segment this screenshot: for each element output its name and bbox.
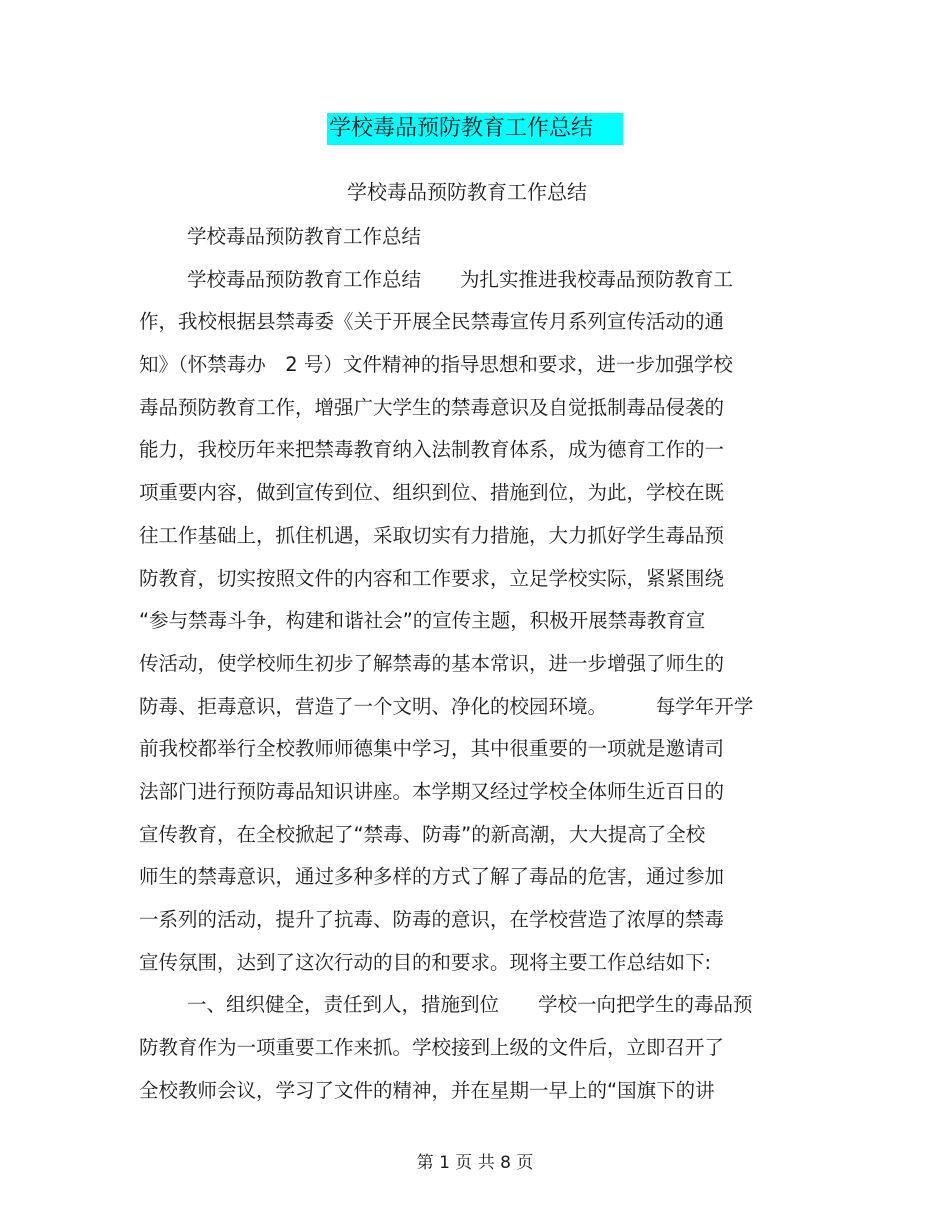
body-line: 全校教师会议，学习了文件的精神，并在星期一早上的“国旗下的讲	[139, 1078, 715, 1102]
title-container	[0, 113, 950, 145]
body-line: 往工作基础上，抓住机遇，采取切实有力措施，大力抓好学生毒品预	[139, 523, 725, 547]
body-line: 法部门进行预防毒品知识讲座。本学期又经过学校全体师生近百日的	[139, 779, 725, 803]
body-line: 学校毒品预防教育工作总结 为扎实推进我校毒品预防教育工	[187, 267, 734, 291]
body-line: 传活动，使学校师生初步了解禁毒的基本常识，进一步增强了师生的	[139, 651, 725, 675]
body-line: 防毒、拒毒意识，营造了一个文明、净化的校园环境。 每学年开学	[139, 694, 754, 718]
page-footer: 第 1 页 共 8 页	[416, 1153, 534, 1173]
document-body	[139, 216, 787, 1112]
body-line: 学校毒品预防教育工作总结	[187, 225, 422, 248]
body-line: 项重要内容，做到宣传到位、组织到位、措施到位，为此，学校在既	[139, 481, 725, 505]
body-line: 师生的禁毒意识，通过多种多样的方式了解了毒品的危害，通过参加	[139, 865, 725, 889]
body-line: 宣传教育，在全校掀起了“禁毒、防毒”的新高潮，大大提高了全校	[139, 822, 706, 846]
document-subtitle: 学校毒品预防教育工作总结	[347, 180, 587, 204]
body-line: 前我校都举行全校教师师德集中学习，其中很重要的一项就是邀请司	[139, 737, 725, 761]
body-line: 毒品预防教育工作，增强广大学生的禁毒意识及自觉抵制毒品侵袭的	[139, 395, 725, 419]
body-line: “参与禁毒斗争，构建和谐社会”的宣传主题，积极开展禁毒教育宣	[139, 609, 706, 633]
body-line: 宣传氛围，达到了这次行动的目的和要求。现将主要工作总结如下:	[139, 950, 712, 974]
body-line: 能力，我校历年来把禁毒教育纳入法制教育体系，成为德育工作的一	[139, 438, 725, 462]
document-title: 学校毒品预防教育工作总结	[327, 113, 623, 145]
body-line: 防教育，切实按照文件的内容和工作要求，立足学校实际，紧紧围绕	[139, 566, 725, 590]
body-line: 防教育作为一项重要工作来抓。学校接到上级的文件后，立即召开了	[139, 1036, 725, 1060]
body-line: 一、组织健全，责任到人，措施到位 学校一向把学生的毒品预	[187, 993, 753, 1017]
body-line: 一系列的活动，提升了抗毒、防毒的意识，在学校营造了浓厚的禁毒	[139, 908, 725, 931]
body-line: 知》（怀禁毒办 2 号）文件精神的指导思想和要求，进一步加强学校	[139, 353, 733, 377]
body-line: 作，我校根据县禁毒委《关于开展全民禁毒宣传月系列宣传活动的通	[139, 310, 725, 334]
